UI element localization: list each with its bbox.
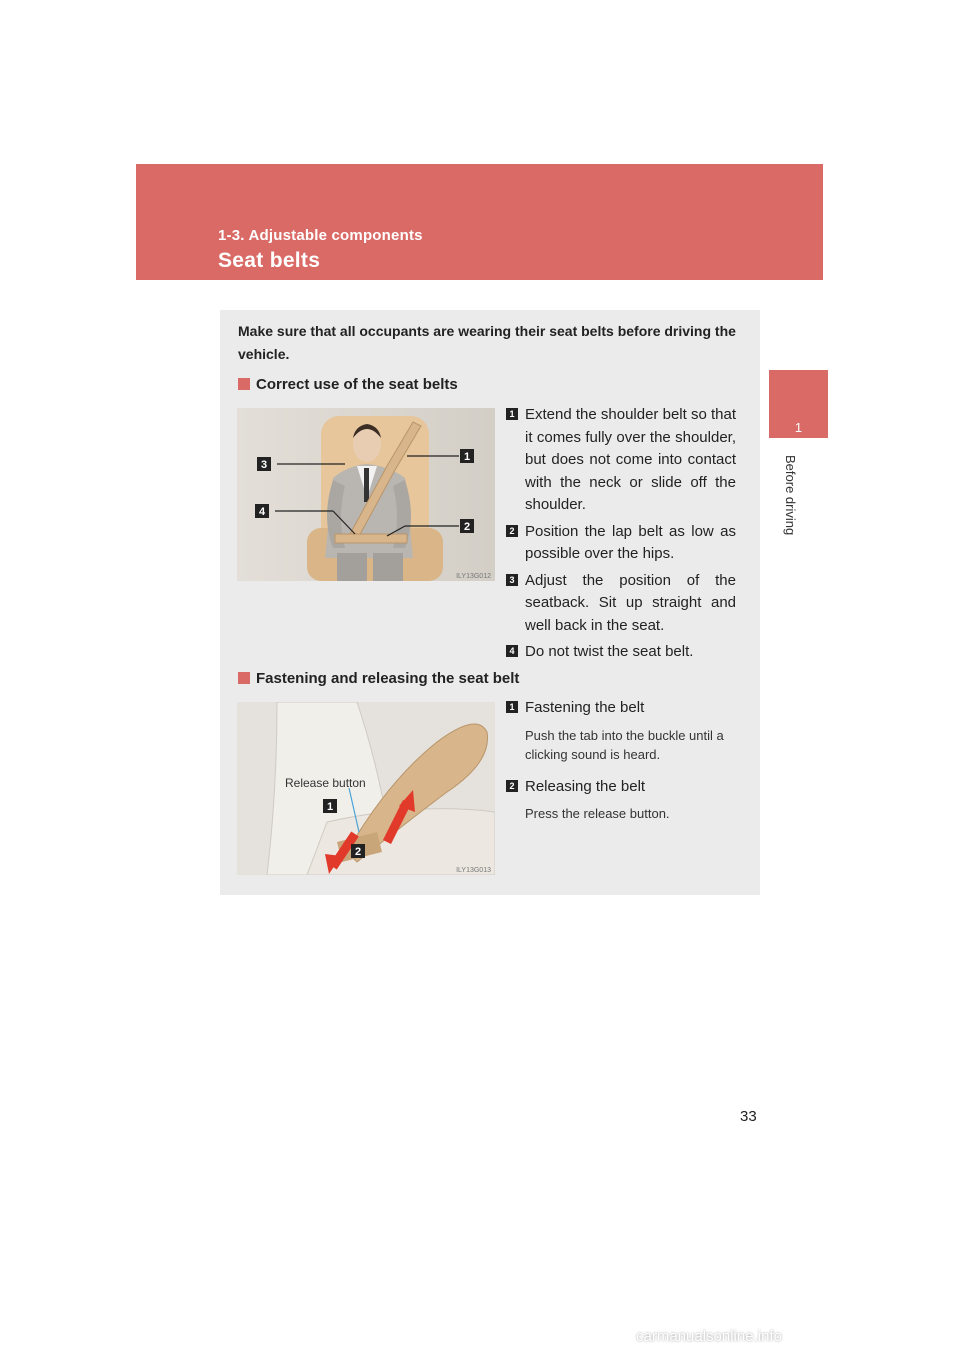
correct-use-steps: [506, 404, 736, 664]
chapter-tab[interactable]: [769, 370, 828, 438]
fastening-figure: [237, 702, 495, 875]
step-marker-4: 4: [506, 645, 518, 657]
chapter-label: Before driving: [783, 455, 798, 536]
figure-code: ILY13G013: [456, 867, 491, 874]
figure-code: ILY13G012: [456, 573, 491, 580]
fasten-step-1-note: Push the tab into the buckle until a clicking sound is heard.: [525, 727, 724, 762]
callout-4: 4: [258, 506, 266, 518]
step-3-text: Adjust the position of the seatback. Sit up straight and well back in the seat.: [525, 571, 736, 634]
heading-square-icon: [238, 378, 250, 390]
chapter-number: 1: [794, 420, 803, 435]
fastening-steps: [506, 697, 736, 823]
step-4: [506, 641, 736, 664]
correct-use-heading-text: Correct use of the seat belts: [256, 376, 458, 393]
correct-use-heading: [238, 376, 458, 393]
fasten-step-2-note: Press the release button.: [525, 806, 670, 821]
callout-3: 3: [260, 459, 268, 471]
step-4-text: Do not twist the seat belt.: [525, 643, 694, 660]
fastening-heading: [238, 670, 519, 687]
step-1: [506, 404, 736, 517]
fastening-heading-text: Fastening and releasing the seat belt: [256, 670, 520, 687]
section-label: 1-3. Adjustable components: [218, 227, 423, 244]
correct-use-figure: [237, 408, 495, 581]
step-1-text: Extend the shoulder belt so that it comes fully over the shoulder, but does not come into contact with the neck or slide off the shoulder.: [525, 406, 736, 513]
callout-1: 1: [326, 801, 334, 813]
step-3: [506, 570, 736, 638]
content-panel: [220, 310, 760, 895]
step-marker-3: 3: [506, 574, 518, 586]
callout-1: 1: [463, 451, 471, 463]
buckle-illustration: [237, 702, 495, 875]
fasten-step-1-text: Fastening the belt: [525, 699, 645, 716]
seated-person-illustration: [237, 408, 495, 581]
fasten-step-2: [506, 776, 736, 824]
step-marker-1: 1: [506, 408, 518, 420]
header-band: [136, 164, 823, 280]
heading-square-icon: [238, 672, 250, 684]
left-leg: [337, 553, 367, 581]
step-2: [506, 521, 736, 566]
fasten-step-1: [506, 697, 736, 764]
step-marker-2: 2: [506, 780, 518, 792]
intro-text: Make sure that all occupants are wearing their seat belts before driving the vehicle.: [238, 323, 736, 362]
callout-2: 2: [463, 521, 471, 533]
step-2-text: Position the lap belt as low as possible over the hips.: [525, 522, 736, 562]
fasten-step-2-text: Releasing the belt: [525, 777, 646, 795]
step-marker-2: 2: [506, 525, 518, 537]
step-marker-1: 1: [506, 701, 518, 713]
release-button-label: Release button: [285, 776, 366, 790]
page-number: 33: [740, 1108, 757, 1125]
tie: [364, 468, 369, 502]
page-title: Seat belts: [218, 249, 321, 272]
callout-2: 2: [354, 846, 362, 858]
right-leg: [373, 553, 403, 581]
lap-belt: [335, 534, 407, 543]
watermark[interactable]: carmanualsonline.info: [636, 1328, 782, 1345]
